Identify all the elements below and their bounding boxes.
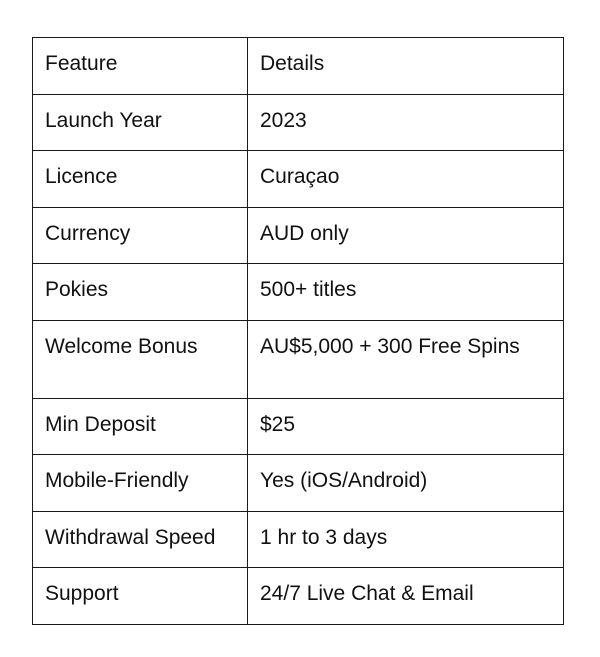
header-cell-details: Details xyxy=(248,38,564,95)
feature-cell: Min Deposit xyxy=(33,398,248,455)
table-row xyxy=(33,264,564,321)
feature-table xyxy=(32,37,564,625)
table-row xyxy=(33,568,564,625)
feature-cell: Welcome Bonus xyxy=(33,320,248,398)
feature-cell: Licence xyxy=(33,151,248,208)
feature-cell: Withdrawal Speed xyxy=(33,511,248,568)
feature-table-container xyxy=(32,37,563,625)
details-cell: $25 xyxy=(248,398,564,455)
feature-cell: Support xyxy=(33,568,248,625)
details-cell: 1 hr to 3 days xyxy=(248,511,564,568)
feature-cell: Currency xyxy=(33,207,248,264)
table-row xyxy=(33,207,564,264)
details-cell: 2023 xyxy=(248,94,564,151)
details-cell: 500+ titles xyxy=(248,264,564,321)
details-cell: Curaçao xyxy=(248,151,564,208)
details-cell: AUD only xyxy=(248,207,564,264)
details-cell: 24/7 Live Chat & Email xyxy=(248,568,564,625)
table-row xyxy=(33,398,564,455)
table-header-row xyxy=(33,38,564,95)
details-cell: AU$5,000 + 300 Free Spins xyxy=(248,320,564,398)
feature-cell: Launch Year xyxy=(33,94,248,151)
table-row xyxy=(33,94,564,151)
table-row xyxy=(33,455,564,512)
table-row xyxy=(33,151,564,208)
header-cell-feature: Feature xyxy=(33,38,248,95)
feature-cell: Mobile-Friendly xyxy=(33,455,248,512)
table-row xyxy=(33,511,564,568)
details-cell: Yes (iOS/Android) xyxy=(248,455,564,512)
feature-cell: Pokies xyxy=(33,264,248,321)
table-row xyxy=(33,320,564,398)
